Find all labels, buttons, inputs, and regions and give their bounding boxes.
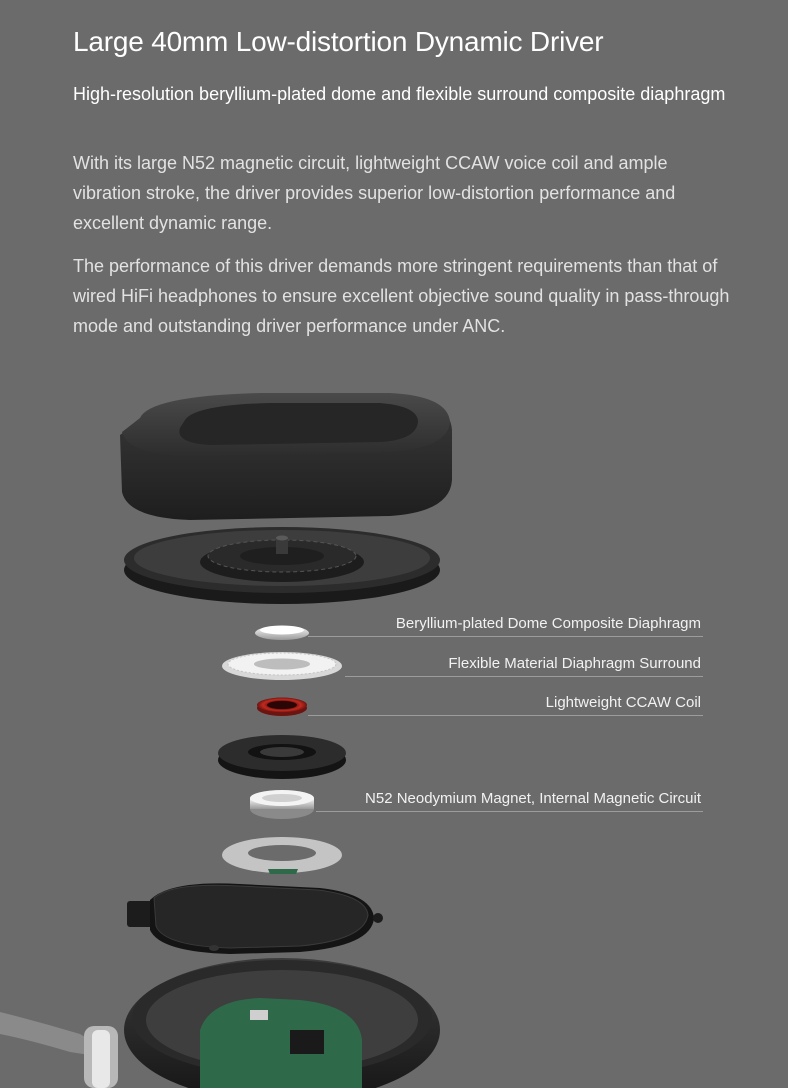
magnet-frame (218, 735, 346, 779)
gasket-ring (222, 837, 342, 874)
outer-shell (124, 958, 440, 1088)
beryllium-dome (255, 626, 309, 641)
callout-magnet-label: N52 Neodymium Magnet, Internal Magnetic Circuit (365, 790, 701, 807)
n52-magnet (250, 790, 314, 819)
ear-cushion (120, 393, 452, 520)
callout-surround (345, 654, 703, 677)
callout-coil (308, 693, 703, 716)
headband-hinge (0, 1012, 118, 1088)
callout-magnet (316, 789, 703, 812)
description-paragraph-1: With its large N52 magnetic circuit, lightweight CCAW voice coil and ample vibration stroke, the driver provides superior low-distortion performance and excellent dynamic range. (73, 153, 676, 233)
callout-surround-label: Flexible Material Diaphragm Surround (448, 655, 701, 672)
ccaw-coil (257, 698, 307, 717)
page-subtitle: High-resolution beryllium-plated dome and flexible surround composite diaphragm (73, 84, 726, 104)
driver-baffle-plate (124, 527, 440, 604)
callout-dome-label: Beryllium-plated Dome Composite Diaphragm (395, 615, 701, 632)
back-plate (127, 883, 383, 954)
callout-coil-label: Lightweight CCAW Coil (545, 694, 701, 711)
diaphragm-surround (222, 652, 342, 680)
description-paragraph-2: The performance of this driver demands more stringent requirements than that of wired HiFi headphones to ensure excellent objective sound quality in pass-through mode and outstanding driver performance under ANC. (73, 256, 730, 336)
page-title: Large 40mm Low-distortion Dynamic Driver (73, 26, 604, 57)
callout-dome (308, 614, 703, 637)
